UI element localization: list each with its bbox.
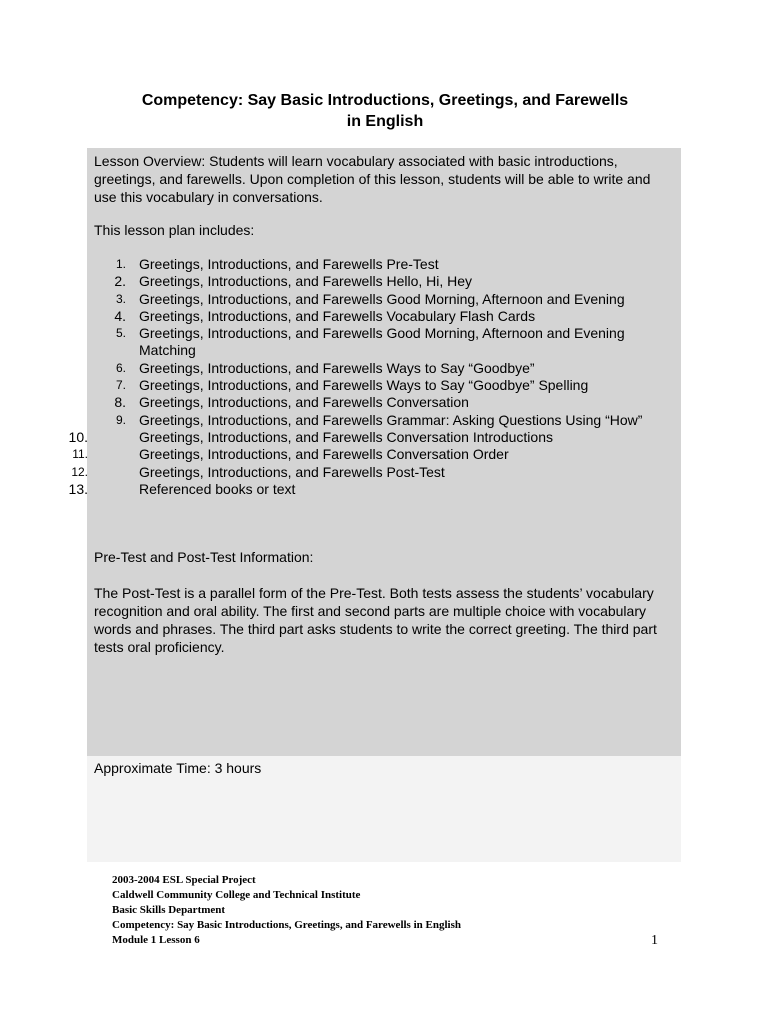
list-item-text: Greetings, Introductions, and Farewells Conversation [139,394,469,411]
list-item-number: 9. [115,412,126,427]
list-item-number: 7. [115,378,126,393]
list-item-number: 8. [114,394,126,411]
includes-heading: This lesson plan includes: [94,222,255,238]
list-item [0,273,681,290]
list-item-number: 13. [68,480,88,497]
footer-line: Competency: Say Basic Introductions, Greetings, and Farewells in English [112,919,461,931]
list-item [0,394,681,411]
lesson-overview-text: Lesson Overview: Students will learn vocabulary associated with basic introductions, greetings, and farewells. Upon completion of this lesson, students will be able to write and use this vocabulary in conversations. [94,153,651,205]
list-item-text: Greetings, Introductions, and Farewells Grammar: Asking Questions Using “How” [139,411,643,428]
list-item [0,377,681,394]
title-line-1: Competency: Say Basic Introductions, Greetings, and Farewells [141,92,629,109]
approximate-time: Approximate Time: 3 hours [94,760,262,776]
page-title [80,90,690,132]
list-item-text: Greetings, Introductions, and Farewells Hello, Hi, Hey [139,273,473,290]
list-item [0,256,681,273]
list-item-text: Greetings, Introductions, and Farewells Conversation Introductions [139,428,553,445]
list-item [0,412,681,429]
list-item-text: Greetings, Introductions, and Farewells Ways to Say “Goodbye” Spelling [139,377,589,394]
lesson-items-list [0,256,681,498]
list-item-number: 6. [115,360,126,375]
list-item [0,464,681,481]
list-item-number: 4. [114,307,126,324]
list-item-text: Greetings, Introductions, and Farewells Good Morning, Afternoon and Evening [139,290,625,307]
list-item [0,325,681,360]
list-item-text: Referenced books or text [139,480,296,497]
pretest-heading: Pre-Test and Post-Test Information: [94,549,314,565]
list-item-text: Greetings, Introductions, and Farewells Conversation Order [139,446,509,463]
footer-line: Module 1 Lesson 6 [112,934,200,946]
list-item-number: 12. [71,464,88,479]
list-item [0,481,681,498]
list-item-number: 3. [115,291,126,306]
list-item [0,308,681,325]
list-item-text: Greetings, Introductions, and Farewells Ways to Say “Goodbye” [139,359,535,376]
list-item [0,429,681,446]
list-item-text: Greetings, Introductions, and Farewells Good Morning, Afternoon and Evening Matching [139,325,625,359]
list-item-text: Greetings, Introductions, and Farewells Vocabulary Flash Cards [139,307,536,324]
list-item-text: Greetings, Introductions, and Farewells Post-Test [139,463,445,480]
pretest-body: The Post-Test is a parallel form of the Pre-Test. Both tests assess the students’ vocabulary recognition and oral ability. The first and second parts are multiple choice with vocabulary words and phrases. The third part asks students to write the correct greeting. The third part tests oral proficiency. [94,585,657,655]
page-number: 1 [651,933,658,948]
title-line-2: in English [346,113,424,130]
list-item-text: Greetings, Introductions, and Farewells Pre-Test [139,256,439,272]
list-item [0,291,681,308]
list-item-number: 11. [72,447,88,462]
footer-line: Caldwell Community College and Technical Institute [112,889,361,901]
list-item-number: 1. [115,257,126,271]
footer-line: Basic Skills Department [112,904,226,916]
list-item [0,446,681,463]
footer-line: 2003-2004 ESL Special Project [112,874,256,886]
list-item [0,360,681,377]
list-item-number: 5. [115,326,126,341]
page-footer [112,873,672,948]
list-item-number: 10. [68,428,88,445]
list-item-number: 2. [114,273,126,290]
